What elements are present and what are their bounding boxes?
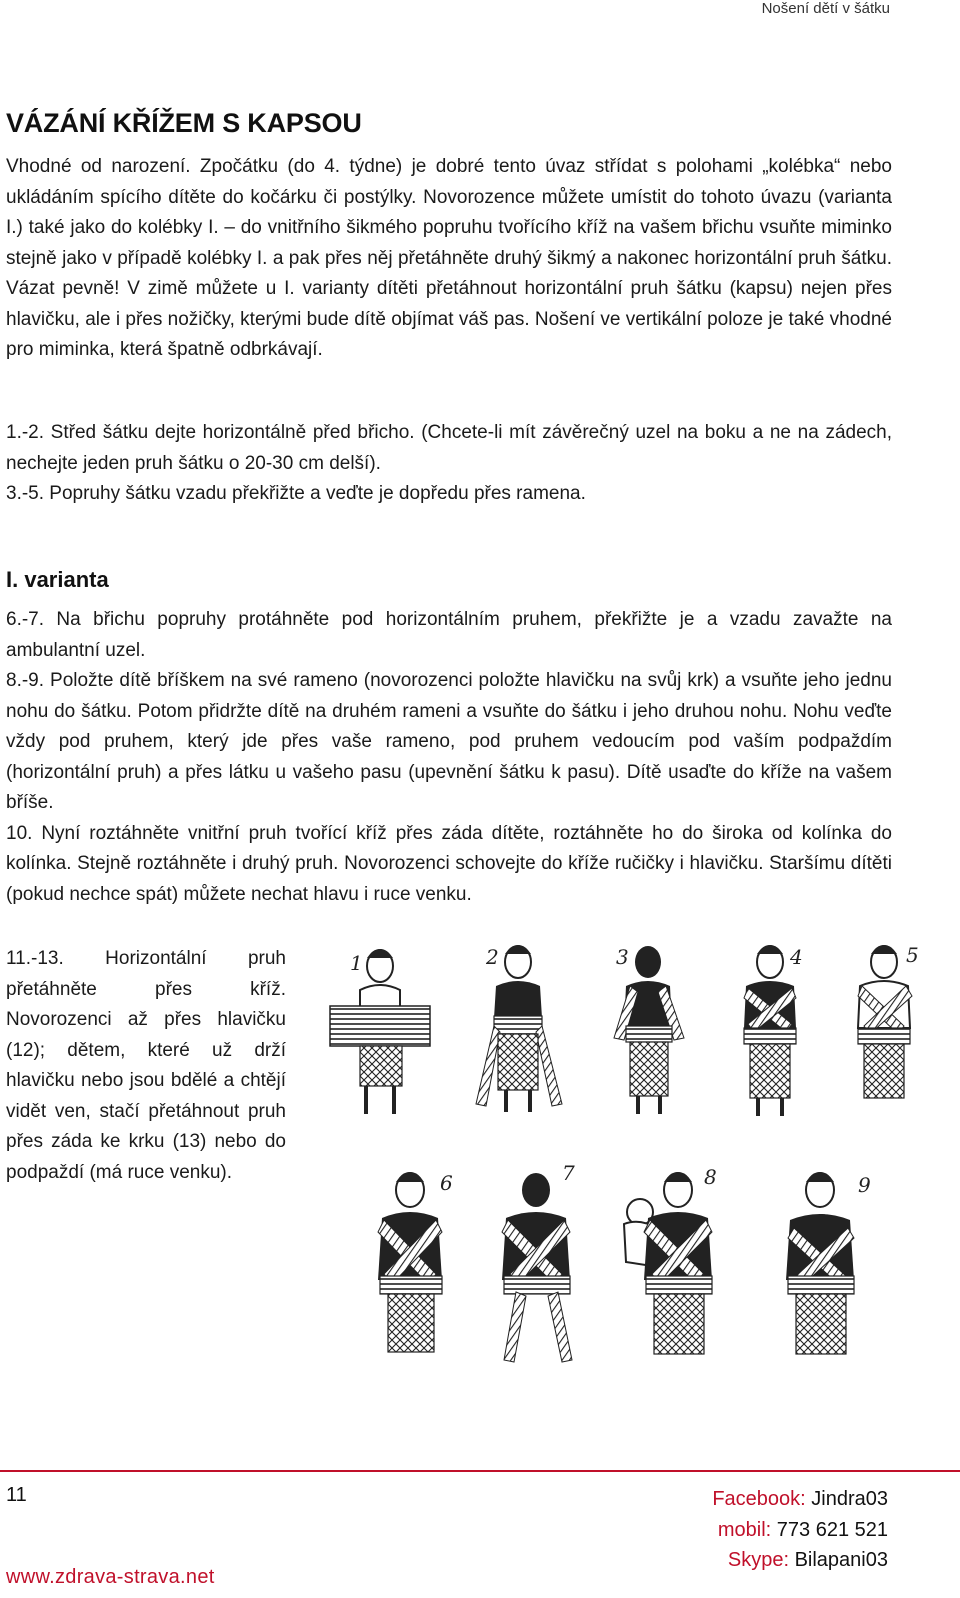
figure-number: 2 [486, 945, 499, 969]
skype-label: Skype: [727, 1549, 790, 1571]
step-3-5-text: 3.-5. Popruhy šátku vzadu překřižte a veďte je dopředu přes ramena. [6, 483, 586, 504]
figure-number: 9 [858, 1173, 871, 1197]
figure-7 [502, 1161, 575, 1362]
intro-paragraph: Vhodné od narození. Zpočátku (do 4. týdne) je dobré tento úvaz střídat s polohami „kolébka“ nebo ukládáním spícího dítěte do kočárku či postýlky. Novorozence můžete umístit do tohoto úvazu (varianta I.) také jako do kolébky I. – do vnitřního šikmého popruhu tvořícího kříž na vašem břichu vsuňte miminko stejně jako v případě kolébky I. a pak přes něj přetáhněte druhý šikmý a nakonec horizontální pruh šátku. Vázat pevně! V zimě můžete u I. varianty dítěti přetáhnout horizontální pruh šátku (kapsu) nejen přes hlavičku, ale i přes nožičky, kterými bude dítě objímat váš pas. Nošení ve vertikální poloze je také vhodné pro miminka, která špatně odbrkávají. [6, 156, 892, 360]
figure-number: 1 [350, 951, 363, 975]
figure-number: 7 [562, 1161, 575, 1185]
steps-block-2 [6, 605, 892, 910]
step-11-13-text: 11.-13. Horizontální pruh přetáhněte přes kříž. Novorozenci až přes hlavičku (12); dětem, které už drží hlavičku nebo jsou bdělé a chtějí vidět ven, stačí přetáhnout pruh přes záda ke krku (13) nebo do podpaždí (má ruce venku). [6, 948, 286, 1183]
figure-5 [858, 943, 919, 1098]
step-10-text: 10. Nyní roztáhněte vnitřní pruh tvořící kříž přes záda dítěte, roztáhněte ho do široka od kolínka do kolínka. Stejně roztáhněte i druhý pruh. Novorozenci schovejte do kříže ručičky i hlavičku. Staršímu dítěti (pokud nechce spát) můžete nechat hlavu i ruce venku. [6, 822, 892, 905]
figure-number: 4 [790, 945, 803, 969]
figure-8 [624, 1165, 717, 1354]
figure-number: 5 [906, 943, 919, 967]
figure-number: 8 [704, 1165, 717, 1189]
page-title: VÁZÁNÍ KŘÍŽEM S KAPSOU [6, 108, 362, 138]
figure-number: 3 [616, 945, 629, 969]
mobile-value: 773 621 521 [776, 1518, 888, 1541]
facebook-line [712, 1484, 888, 1515]
figure-6 [378, 1171, 453, 1352]
mobile-line [712, 1515, 888, 1546]
figure-4 [744, 945, 803, 1116]
mobile-label: mobil: [717, 1518, 772, 1541]
figure-number: 6 [440, 1171, 453, 1195]
page-number: 11 [6, 1484, 27, 1506]
website-link[interactable]: www.zdrava-strava.net [6, 1566, 215, 1588]
facebook-value: Jindra03 [811, 1488, 888, 1510]
figure-2 [476, 945, 562, 1112]
step-6-7-text: 6.-7. Na břichu popruhy protáhněte pod horizontálním pruhem, překřižte je a vzadu zavažte na ambulantní uzel. [6, 609, 892, 661]
step-1-2-text: 1.-2. Střed šátku dejte horizontálně před břicho. (Chcete-li mít závěrečný uzel na boku a ne na zádech, nechejte jeden pruh šátku o 20-30 cm delší). [6, 422, 892, 474]
step-8-9-text: 8.-9. Položte dítě bříškem na své rameno (novorozenci položte hlavičku na svůj krk) a vsuňte jeho jednu nohu do šátku. Potom přidržte dítě na druhém rameni a vsuňte do šátku i jeho druhou nohu. Nohu veďte vždy pod pruhem, který jde přes vaše rameno, pod pruhem vedoucím pod vaším podpaždím (horizontální pruh) a přes látku u vašeho pasu (upevnění šátku k pasu). Dítě usaďte do kříže na vašem bříše. [6, 670, 892, 813]
figure-9 [786, 1172, 871, 1354]
babywearing-illustration [300, 928, 940, 1390]
footer-divider [0, 1470, 960, 1472]
variant-heading: I. varianta [6, 567, 109, 592]
steps-block-1 [6, 418, 892, 510]
skype-value: Bilapani03 [794, 1549, 888, 1571]
skype-line [712, 1545, 888, 1576]
facebook-label: Facebook: [712, 1488, 806, 1510]
figure-3 [614, 945, 684, 1114]
figure-1 [330, 949, 430, 1114]
running-header: Nošení dětí v šátku [761, 0, 890, 17]
contact-block [712, 1484, 888, 1576]
